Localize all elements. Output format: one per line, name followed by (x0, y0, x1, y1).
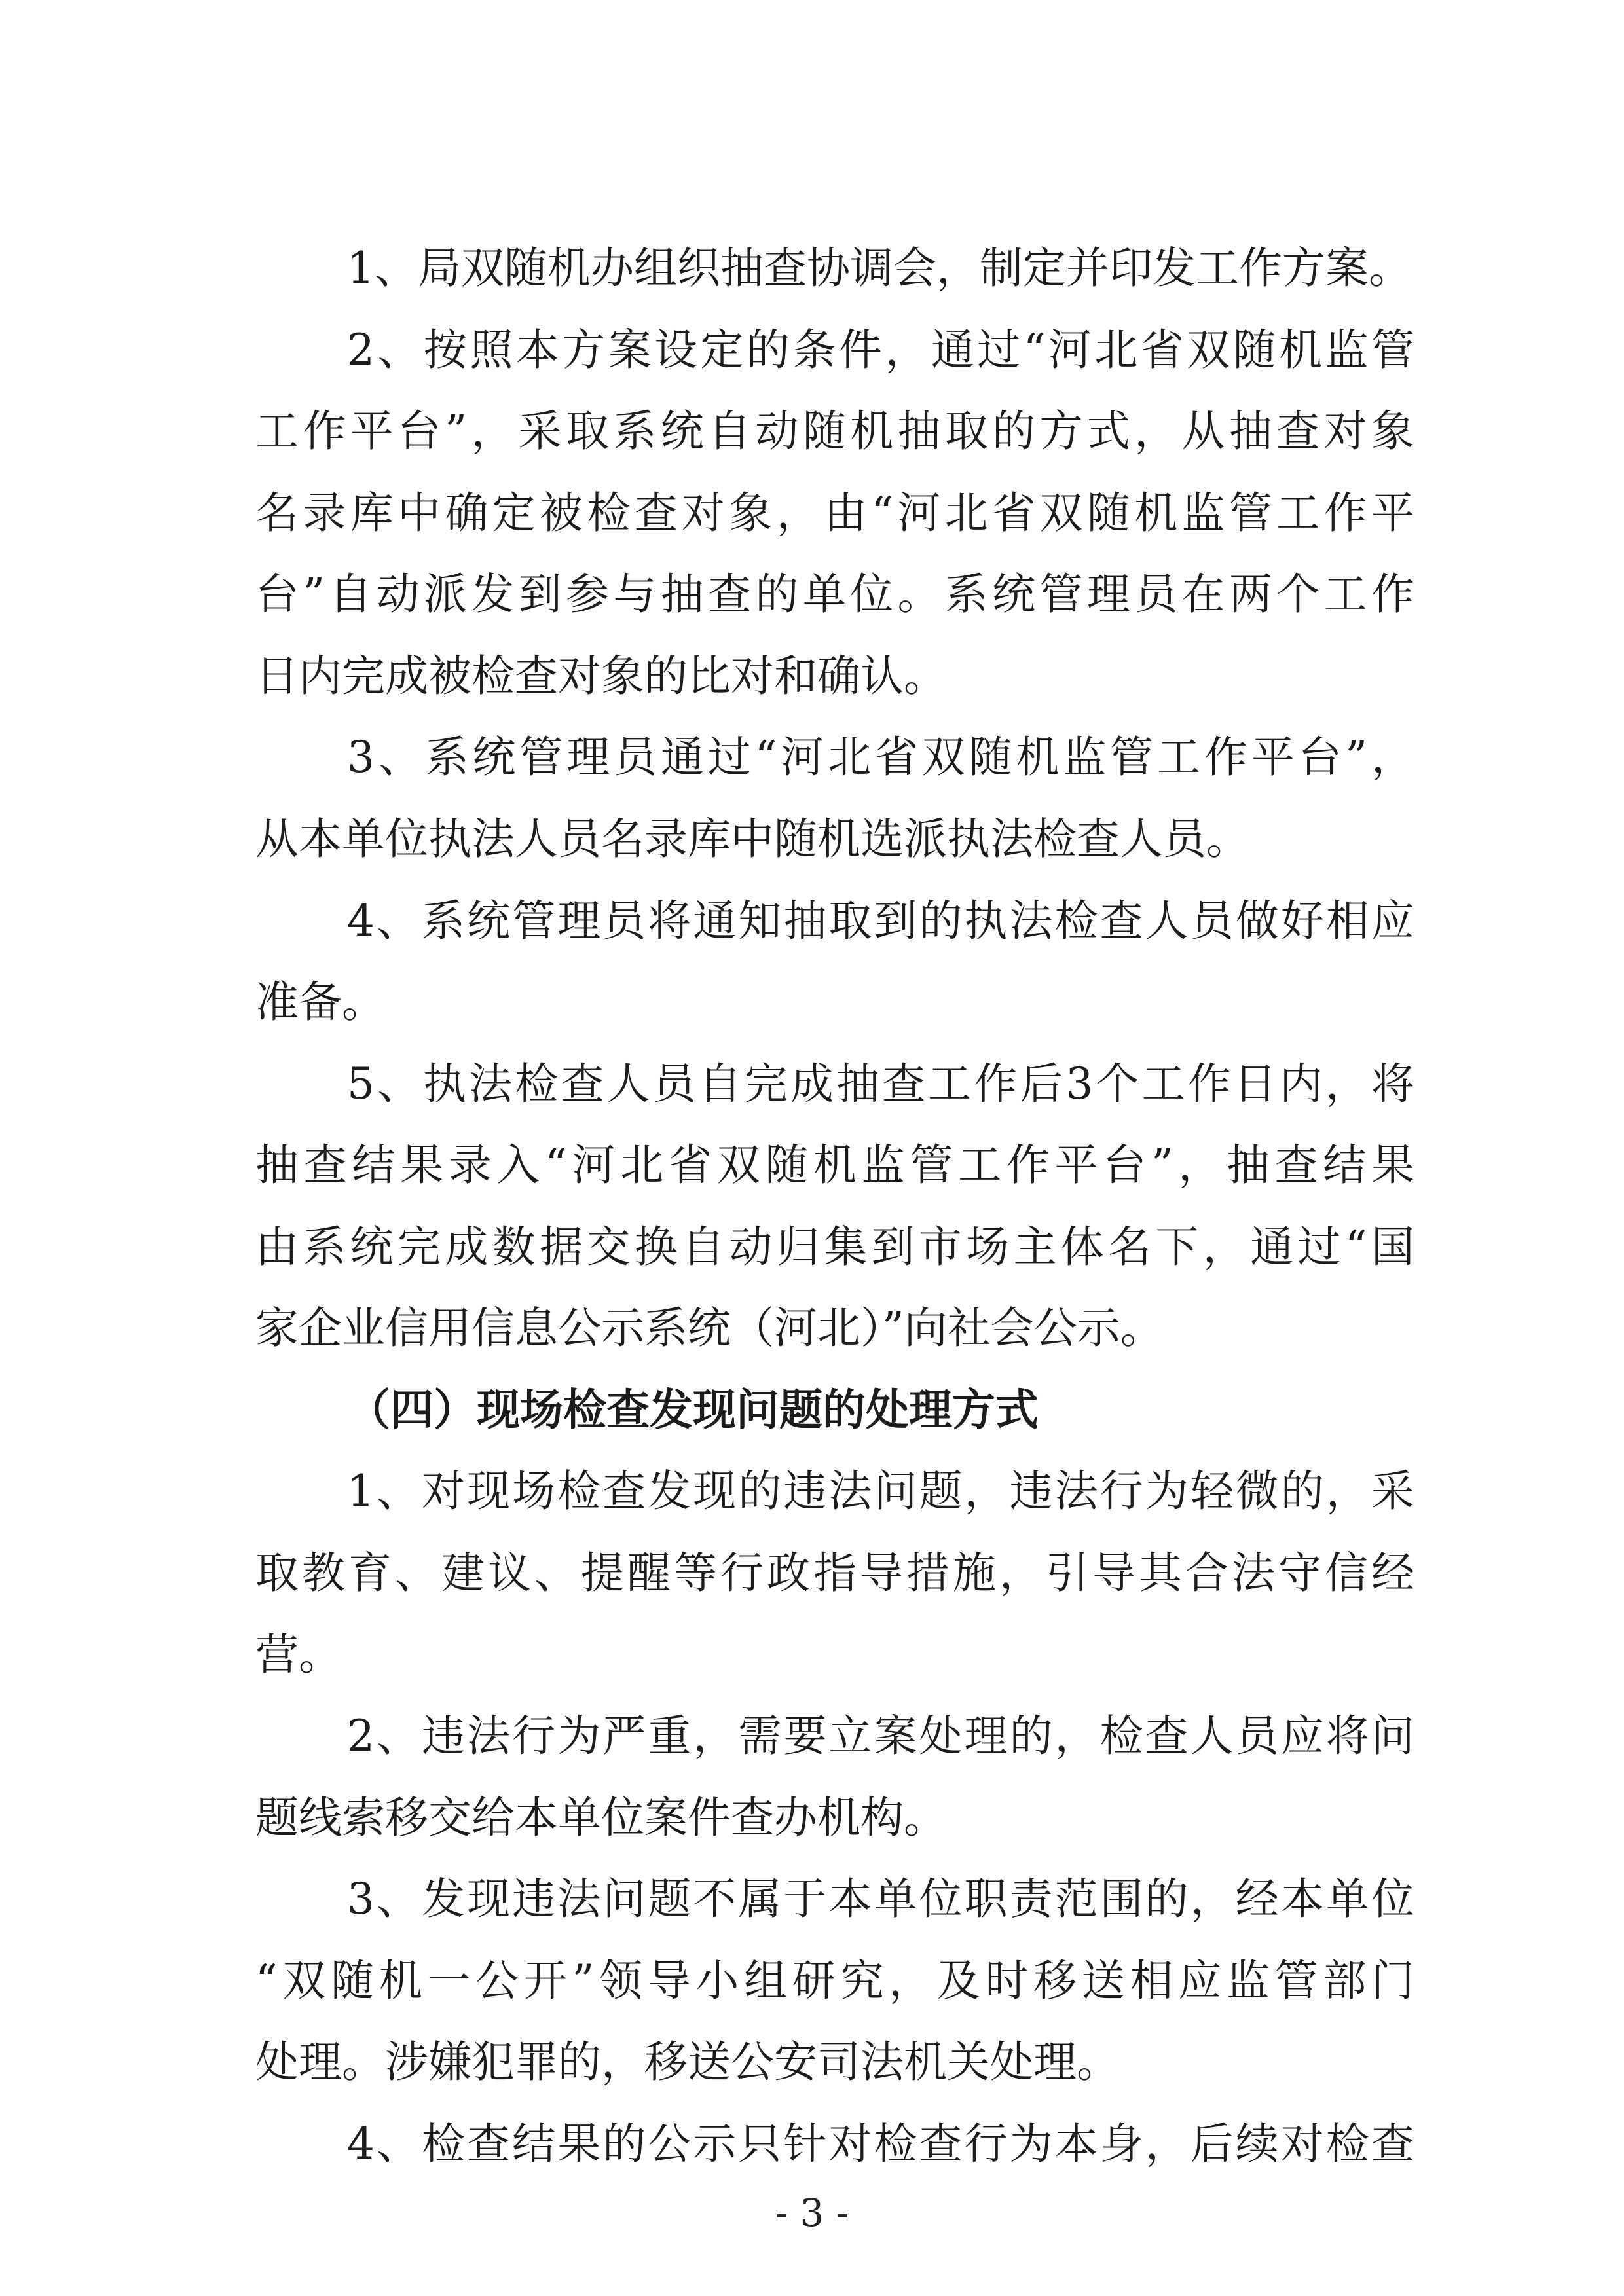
text-line-content: 取教育、建议、提醒等行政指导措施，引导其合法守信经 (255, 1548, 1418, 1598)
text-line (0, 1531, 1624, 1616)
text-line-content: 1、局双随机办组织抽查协调会，制定并印发工作方案。 (347, 243, 1412, 293)
text-line-content: 3、发现违法问题不属于本单位职责范围的，经本单位 (347, 1874, 1416, 1924)
text-line-content: 2、违法行为严重，需要立案处理的，检查人员应将问 (347, 1711, 1416, 1761)
text-line-content: 名录库中确定被检查对象，由“河北省双随机监管工作平 (255, 488, 1419, 538)
text-line (0, 879, 1624, 964)
text-line-content: 家企业信用信息公示系统（河北）”向社会公示。 (255, 1303, 1164, 1353)
text-line (0, 1286, 1624, 1371)
text-line-content: 日内完成被检查对象的比对和确认。 (255, 651, 947, 701)
section-heading (0, 1368, 1624, 1453)
text-line-content: “双随机一公开”领导小组研究，及时移送相应监管部门 (255, 1956, 1420, 2006)
text-line (0, 1613, 1624, 1698)
text-line-content: 5、执法检查人员自完成抽查工作后3个工作日内，将 (347, 1059, 1418, 1109)
text-line (0, 1857, 1624, 1942)
text-line (0, 2020, 1624, 2105)
text-line (0, 1694, 1624, 1779)
text-line (0, 1449, 1624, 1534)
text-line-content: 2、按照本方案设定的条件，通过“河北省双随机监管 (347, 325, 1418, 375)
text-line (0, 308, 1624, 393)
text-line (0, 226, 1624, 311)
text-line (0, 389, 1624, 474)
text-line-content: 由系统完成数据交换自动归集到市场主体名下，通过“国 (255, 1222, 1419, 1272)
text-line-content: 工作平台”，采取系统自动随机抽取的方式，从抽查对象 (255, 406, 1419, 456)
text-line-content: 准备。 (255, 977, 385, 1027)
page-number: - 3 - (775, 2191, 849, 2235)
text-line-content: 题线索移交给本单位案件查办机构。 (255, 1793, 947, 1843)
text-line (0, 634, 1624, 719)
text-line-content: 4、系统管理员将通知抽取到的执法检查人员做好相应 (347, 896, 1416, 946)
text-line-content: 营。 (255, 1630, 342, 1680)
text-line (0, 2102, 1624, 2187)
text-line (0, 715, 1624, 800)
text-line (0, 1123, 1624, 1208)
text-line-content: 3、系统管理员通过“河北省双随机监管工作平台”， (347, 732, 1418, 782)
text-line (0, 1205, 1624, 1290)
section-heading-text: （四）现场检查发现问题的处理方式 (347, 1385, 1039, 1435)
text-line-content: 4、检查结果的公示只针对检查行为本身，后续对检查 (347, 2119, 1416, 2169)
text-line (0, 1776, 1624, 1861)
text-line (0, 552, 1624, 637)
text-line (0, 1042, 1624, 1127)
text-line-content: 1、对现场检查发现的违法问题，违法行为轻微的，采 (347, 1466, 1416, 1516)
text-line (0, 960, 1624, 1045)
text-line-content: 抽查结果录入“河北省双随机监管工作平台”，抽查结果 (255, 1140, 1420, 1190)
text-line (0, 797, 1624, 882)
text-line-content: 处理。涉嫌犯罪的，移送公安司法机关处理。 (255, 2037, 1120, 2087)
text-line (0, 1939, 1624, 2024)
text-line (0, 471, 1624, 556)
text-line-content: 从本单位执法人员名录库中随机选派执法检查人员。 (255, 814, 1249, 864)
text-line-content: 台”自动派发到参与抽查的单位。系统管理员在两个工作 (255, 569, 1419, 619)
